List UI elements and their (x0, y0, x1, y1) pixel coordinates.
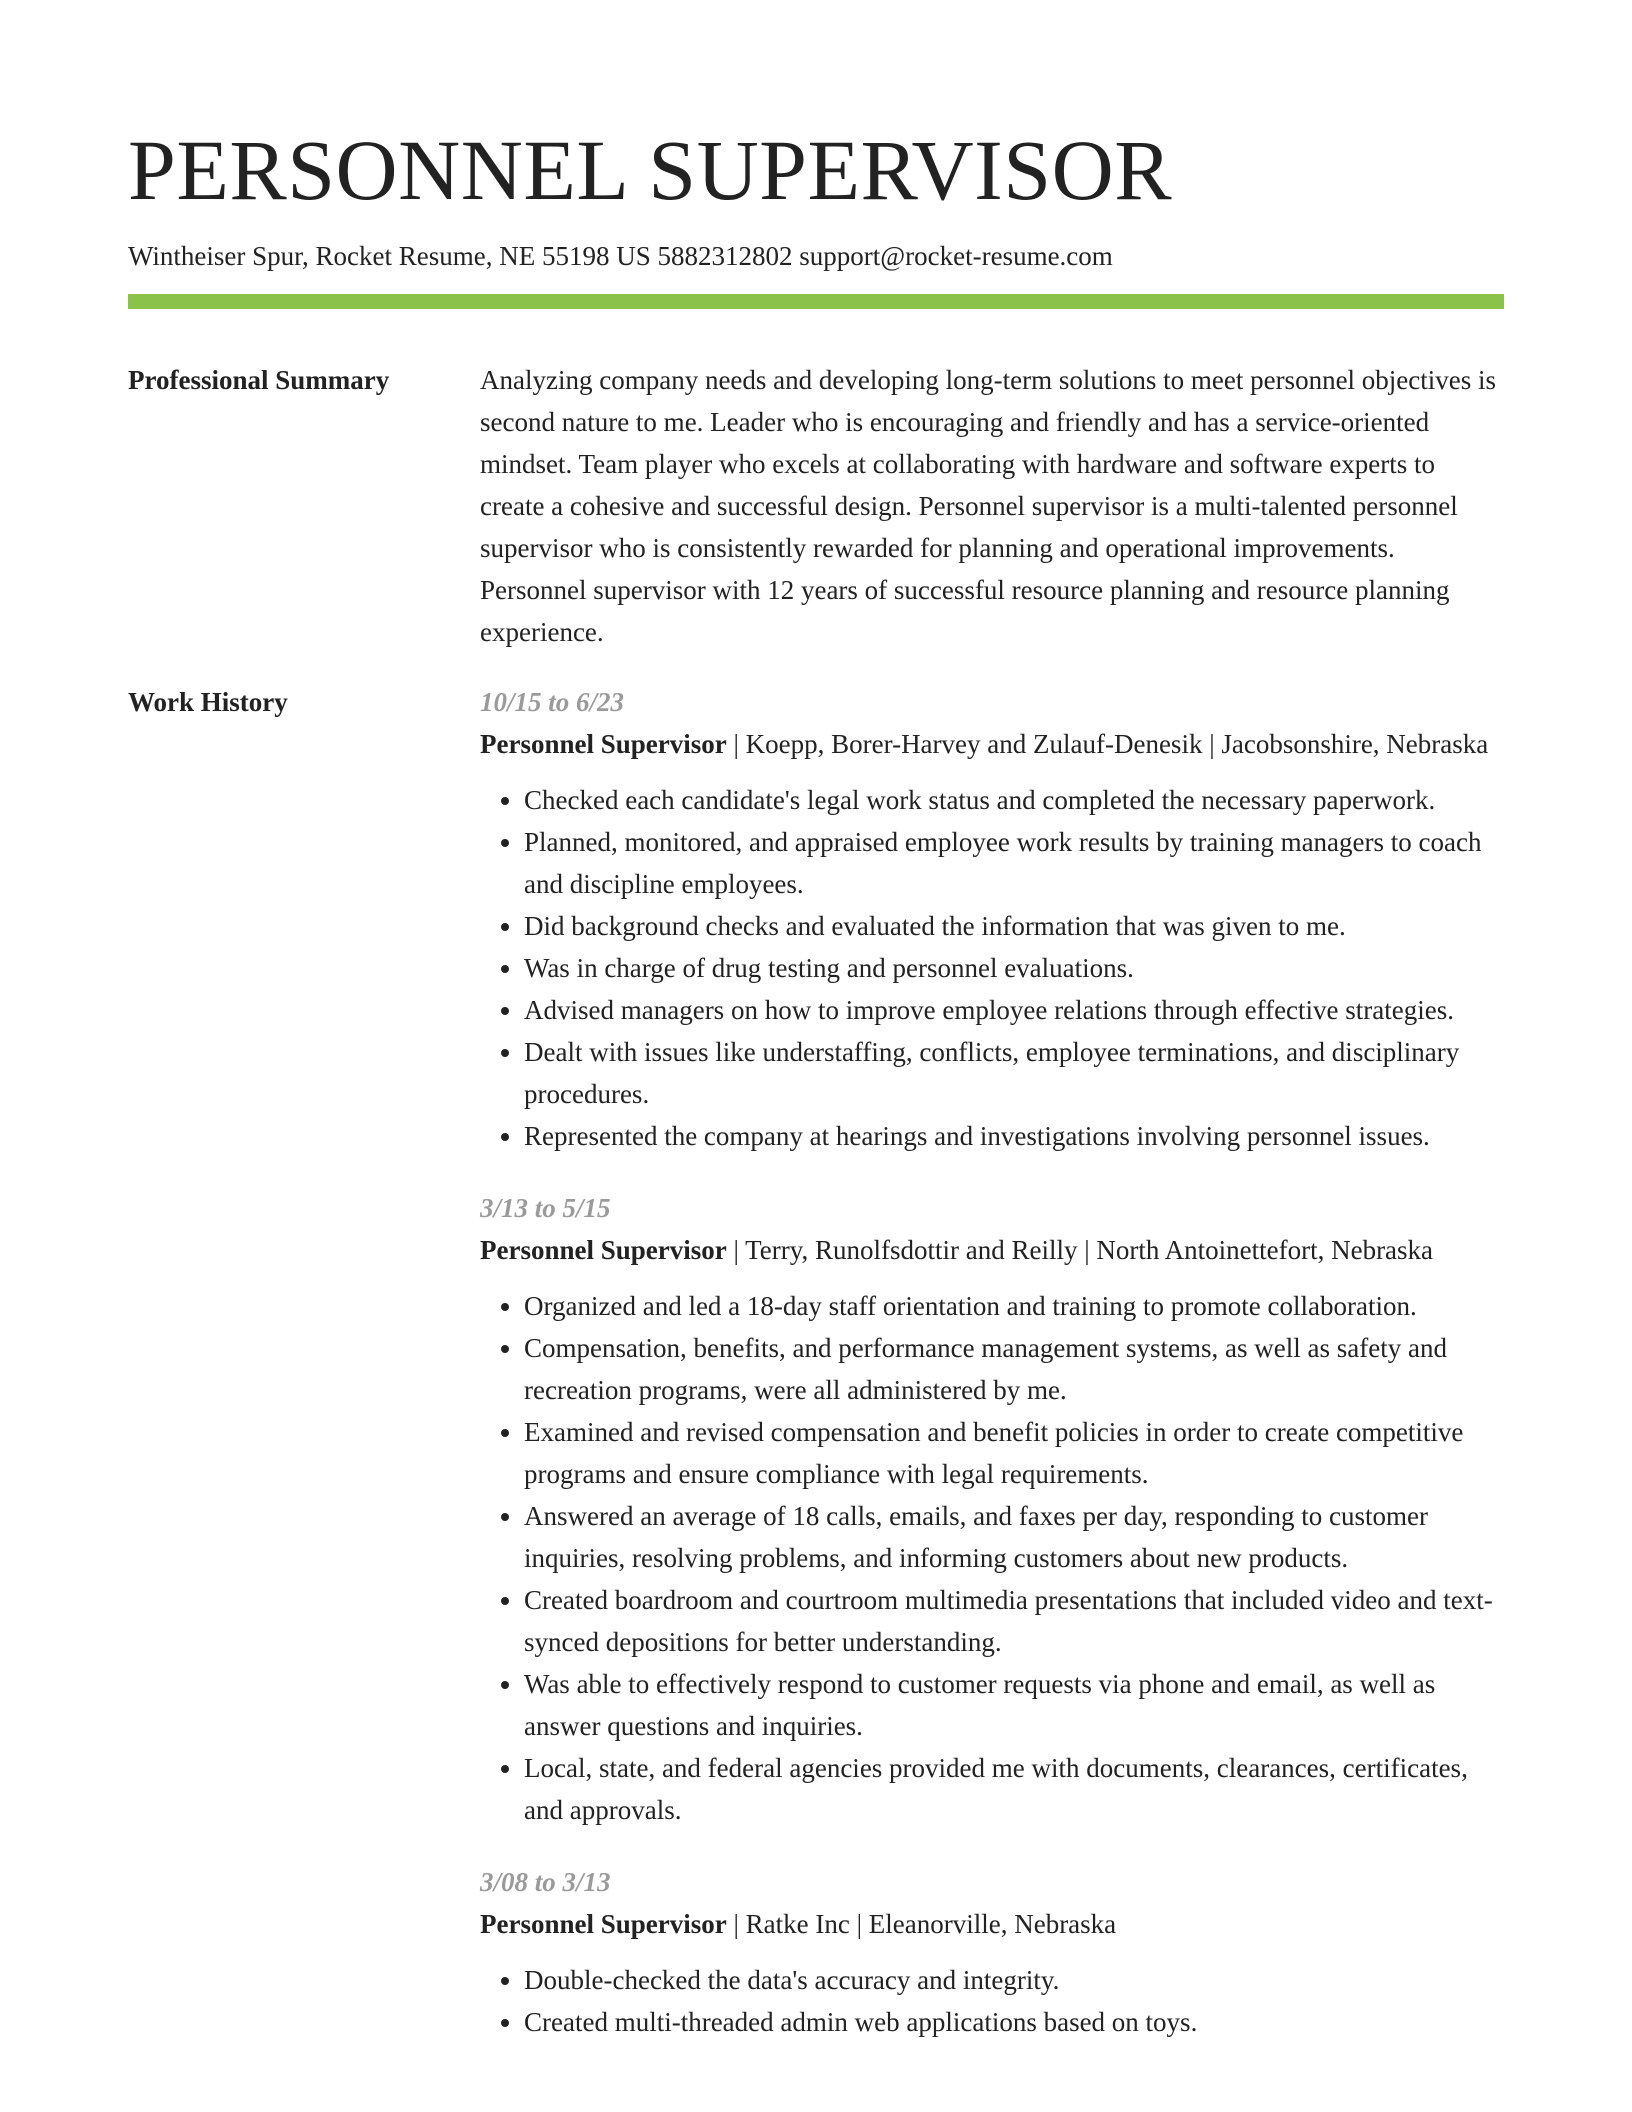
job-employer-location: | Koepp, Borer-Harvey and Zulauf-Denesik | Jacobsonshire, Nebraska (726, 729, 1489, 759)
job-bullet: • Created boardroom and courtroom multimedia presentations that included video and text-synced depositions for better understanding. (524, 1579, 1504, 1663)
job-title: Personnel Supervisor (480, 1909, 727, 1939)
job-title: Personnel Supervisor (480, 729, 727, 759)
job-bullet: • Organized and led a 18-day staff orientation and training to promote collaboration. (524, 1285, 1504, 1327)
job-bullet: • Advised managers on how to improve employee relations through effective strategies. (524, 989, 1504, 1031)
job-bullet-list (480, 1285, 1504, 1831)
summary-text: Analyzing company needs and developing long-term solutions to meet personnel objectives is second nature to me. Leader who is encouraging and friendly and has a service-oriented mindset. Team player who excels at collaborating with hardware and software experts to create a cohesive and successful design. Personnel supervisor is a multi-talented personnel supervisor who is consistently rewarded for planning and operational improvements. Personnel supervisor with 12 years of successful resource planning and resource planning experience. (480, 365, 1497, 647)
job-employer-location: | Ratke Inc | Eleanorville, Nebraska (726, 1909, 1117, 1939)
section-heading-work-history: Work History (128, 687, 288, 717)
job-dates: 3/13 to 5/15 (480, 1193, 611, 1223)
summary-section (128, 359, 1504, 653)
job-bullet: • Represented the company at hearings and investigations involving personnel issues. (524, 1115, 1504, 1157)
resume-name: PERSONNEL SUPERVISOR (128, 122, 1173, 218)
contact-line: Wintheiser Spur, Rocket Resume, NE 55198 US 5882312802 support@rocket-resume.com (128, 241, 1113, 271)
section-heading-summary: Professional Summary (128, 365, 390, 395)
job-heading (480, 723, 1504, 765)
job-entry (480, 1187, 1504, 1831)
resume-page (128, 0, 1504, 2043)
job-bullet-list (480, 779, 1504, 1157)
job-bullet: • Examined and revised compensation and benefit policies in order to create competitive programs and ensure compliance with legal requirements. (524, 1411, 1504, 1495)
job-heading (480, 1229, 1504, 1271)
job-bullet: • Dealt with issues like understaffing, conflicts, employee terminations, and disciplinary procedures. (524, 1031, 1504, 1115)
job-bullet: • Did background checks and evaluated the information that was given to me. (524, 905, 1504, 947)
job-bullet: • Checked each candidate's legal work status and completed the necessary paperwork. (524, 779, 1504, 821)
work-history-section (128, 681, 1504, 2043)
accent-divider (128, 294, 1504, 309)
job-bullet: • Compensation, benefits, and performance management systems, as well as safety and recreation programs, were all administered by me. (524, 1327, 1504, 1411)
job-bullet: • Created multi-threaded admin web applications based on toys. (524, 2001, 1504, 2043)
job-bullet: • Double-checked the data's accuracy and integrity. (524, 1959, 1504, 2001)
job-bullet: • Was in charge of drug testing and personnel evaluations. (524, 947, 1504, 989)
job-dates: 10/15 to 6/23 (480, 687, 625, 717)
job-dates: 3/08 to 3/13 (480, 1867, 611, 1897)
job-bullet-list (480, 1959, 1504, 2043)
job-heading (480, 1903, 1504, 1945)
job-title: Personnel Supervisor (480, 1235, 727, 1265)
job-bullet: • Was able to effectively respond to customer requests via phone and email, as well as answer questions and inquiries. (524, 1663, 1504, 1747)
job-employer-location: | Terry, Runolfsdottir and Reilly | North Antoinettefort, Nebraska (726, 1235, 1434, 1265)
job-bullet: • Answered an average of 18 calls, emails, and faxes per day, responding to customer inquiries, resolving problems, and informing customers about new products. (524, 1495, 1504, 1579)
job-entry (480, 681, 1504, 1157)
job-bullet: • Planned, monitored, and appraised employee work results by training managers to coach and discipline employees. (524, 821, 1504, 905)
work-history-list (480, 681, 1504, 2043)
job-entry (480, 1861, 1504, 2043)
job-bullet: • Local, state, and federal agencies provided me with documents, clearances, certificates, and approvals. (524, 1747, 1504, 1831)
